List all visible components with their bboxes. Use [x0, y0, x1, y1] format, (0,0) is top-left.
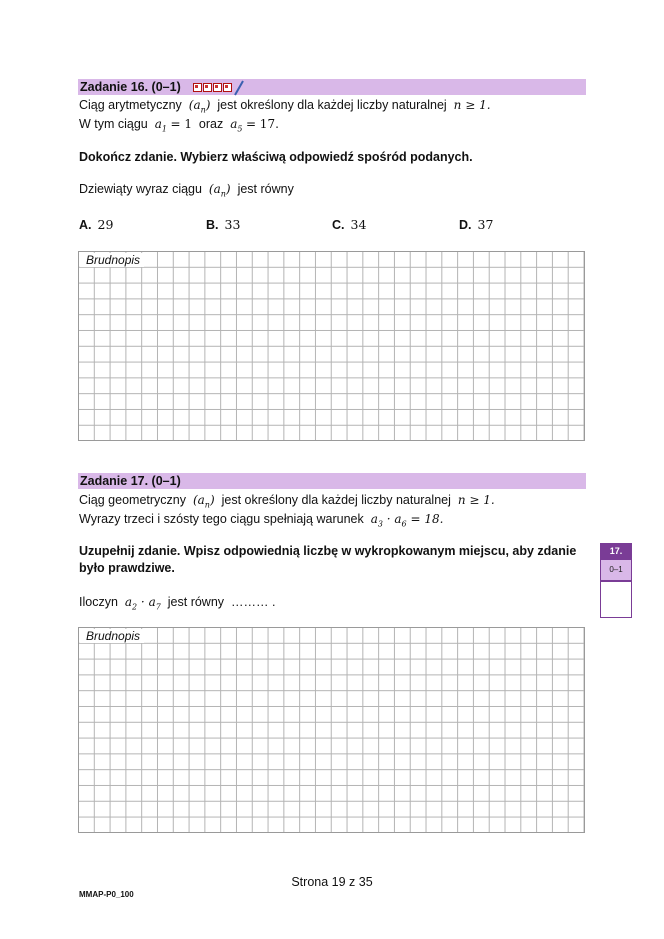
text: Ciąg arytmetyczny	[79, 98, 182, 112]
page-number: Strona 19 z 35	[291, 875, 373, 889]
scratch-label: Brudnopis	[80, 253, 144, 267]
a5-value: = 17.	[245, 117, 279, 131]
answer-option-d[interactable]	[459, 217, 493, 232]
task-17-title: Zadanie 17. (0–1)	[80, 474, 181, 488]
sequence-symbol: $(a_n)$	[208, 182, 231, 199]
task-17-line-2	[79, 511, 443, 532]
answer-value: 29	[97, 217, 114, 232]
task-16-header	[78, 79, 586, 95]
answer-blank[interactable]: ……… .	[231, 595, 276, 609]
answer-letter: A.	[79, 218, 92, 232]
answer-value: 37	[477, 217, 494, 232]
score-entry-box[interactable]	[600, 581, 632, 618]
text: jest równy	[167, 595, 225, 609]
answer-value: 34	[350, 217, 367, 232]
task-16-instruction: Dokończ zdanie. Wybierz właściwą odpowiedź spośród podanych.	[79, 150, 473, 164]
text: Wyrazy trzeci i szósty tego ciągu spełniają warunek	[79, 512, 364, 526]
answer-letter: C.	[332, 218, 345, 232]
scratch-grid-16[interactable]	[78, 251, 585, 441]
task-17-instruction-1: Uzupełnij zdanie. Wpisz odpowiednią liczbę w wykropkowanym miejscu, aby zdanie	[79, 544, 577, 558]
a5-term: $a_5$	[230, 117, 243, 134]
text: jest określony dla każdej liczby naturalnej	[221, 493, 451, 507]
sequence-symbol: $(a_n)$	[192, 493, 215, 510]
score-points: 0–1	[600, 559, 632, 581]
text: oraz	[198, 117, 224, 131]
answer-option-c[interactable]	[332, 217, 366, 232]
text: Ciąg geometryczny	[79, 493, 186, 507]
answer-letter: B.	[206, 218, 219, 232]
text: W tym ciągu	[79, 117, 148, 131]
exam-code: MMAP-P0_100	[79, 890, 134, 899]
task-16-line-2	[79, 116, 279, 137]
task-17-header	[78, 473, 586, 489]
calculator-pen-icon	[193, 79, 244, 95]
text: Dziewiąty wyraz ciągu	[79, 182, 202, 196]
answer-option-a[interactable]	[79, 217, 113, 232]
answer-letter: D.	[459, 218, 472, 232]
task-16-question	[79, 181, 294, 202]
product-condition: $a_3 \cdot a_6 = 18$.	[370, 512, 444, 529]
task-16-title: Zadanie 16. (0–1)	[80, 80, 181, 94]
task-17-question	[79, 594, 275, 615]
text: jest równy	[237, 182, 294, 196]
answer-value: 33	[224, 217, 241, 232]
sequence-symbol: $(a_n)$	[188, 98, 211, 115]
scratch-label: Brudnopis	[80, 629, 144, 643]
condition: n ≥ 1.	[457, 493, 495, 507]
text: jest określony dla każdej liczby naturalnej	[217, 98, 447, 112]
answer-option-b[interactable]	[206, 217, 240, 232]
score-task-number: 17.	[600, 543, 632, 559]
product-term: $a_2 \cdot a_7$	[124, 595, 161, 612]
task-17-instruction-2: było prawdziwe.	[79, 561, 175, 575]
condition: n ≥ 1.	[453, 98, 491, 112]
scratch-grid-17[interactable]	[78, 627, 585, 833]
a1-term: $a_1$	[154, 117, 167, 134]
a1-value: = 1	[170, 117, 192, 131]
text: Iloczyn	[79, 595, 118, 609]
